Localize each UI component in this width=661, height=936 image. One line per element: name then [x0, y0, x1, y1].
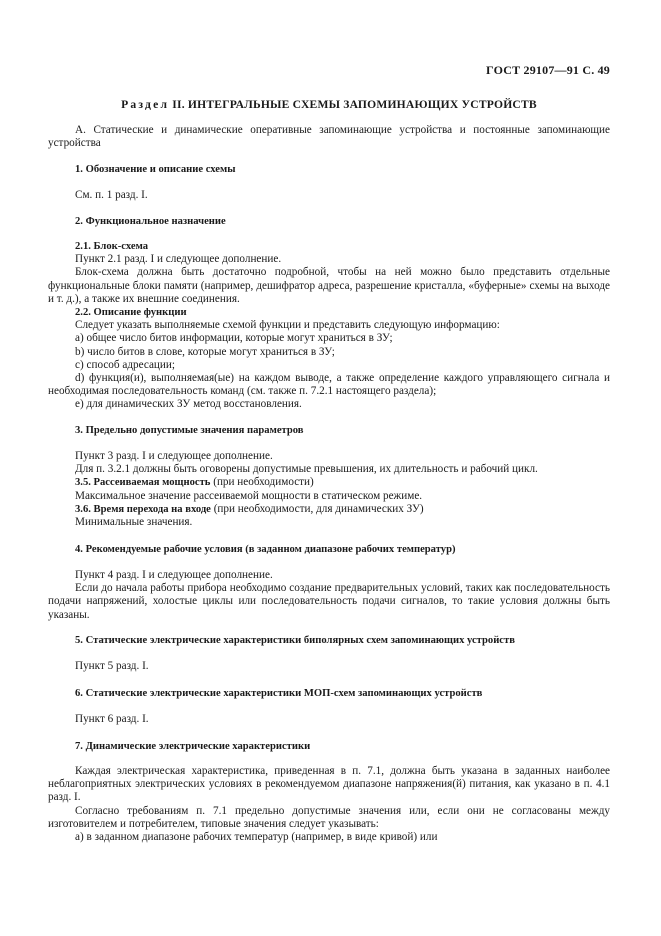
section-prefix: Раздел [121, 98, 170, 111]
list-item: e) для динамических ЗУ метод восстановления. [75, 398, 302, 411]
section-4 [48, 543, 610, 556]
section-3-6 [48, 503, 610, 516]
section-5-heading: 5. Статические электрические характеристики биполярных схем запоминающих устройств [75, 635, 515, 646]
section-title [48, 98, 610, 111]
section-6-body [48, 713, 610, 726]
section-2-1-paragraph-2: Блок-схема должна быть достаточно подробной, чтобы на ней можно было представить отдельные функциональные блоки памяти (например, дешифратор адреса, разрешение кристалла, «буферные» схемы на выходе и т. д.), а также их внешние соединения. [48, 266, 610, 305]
section-3-5-note: (при необходимости) [210, 476, 314, 489]
section-2 [48, 215, 610, 228]
section-6 [48, 687, 610, 700]
section-6-heading: 6. Статические электрические характеристики МОП-схем запоминающих устройств [75, 688, 483, 699]
intro-block [48, 124, 610, 150]
section-2-2-heading: 2.2. Описание функции [75, 307, 187, 319]
section-4-body [48, 569, 610, 622]
running-head: ГОСТ 29107—91 С. 49 [486, 63, 610, 77]
section-3-6-text: Минимальные значения. [75, 516, 193, 529]
section-3-body [48, 450, 610, 529]
section-title-text: II. ИНТЕГРАЛЬНЫЕ СХЕМЫ ЗАПОМИНАЮЩИХ УСТРОЙСТВ [169, 98, 537, 111]
section-1-body [48, 189, 610, 202]
section-6-text: Пункт 6 разд. I. [75, 713, 149, 725]
section-3-5-heading: 3.5. Рассеиваемая мощность [75, 477, 211, 489]
section-3-heading: 3. Предельно допустимые значения параметров [75, 425, 304, 436]
section-7-body [48, 765, 610, 844]
list-item: a) общее число битов информации, которые могут храниться в ЗУ; [75, 332, 393, 345]
section-5 [48, 634, 610, 647]
section-3-6-heading: 3.6. Время перехода на входе [75, 503, 211, 515]
section-3 [48, 424, 610, 437]
section-2-1-paragraph-1: Пункт 2.1 разд. I и следующее дополнение. [75, 253, 282, 266]
section-1 [48, 163, 610, 176]
list-item: d) функция(и), выполняемая(ые) на каждом выводе, а также определение каждого управляющего сигнала и необходимая последовательность команд (см. также п. 7.2.1 настоящего раздела); [48, 372, 610, 398]
section-7-heading: 7. Динамические электрические характеристики [75, 741, 311, 752]
list-item: b) число битов в слове, которые могут храниться в ЗУ; [75, 345, 335, 358]
section-5-body [48, 660, 610, 673]
list-item: a) в заданном диапазоне рабочих температур (например, в виде кривой) или [75, 831, 438, 844]
section-4-paragraph-1: Пункт 4 разд. I и следующее дополнение. [75, 569, 273, 581]
section-7-paragraph-2: Согласно требованиям п. 7.1 предельно допустимые значения или, если они не согласованы между изготовителем и потребителем, типовые значения следует указывать: [48, 804, 610, 830]
section-5-text: Пункт 5 разд. I. [75, 660, 149, 672]
section-1-heading: 1. Обозначение и описание схемы [75, 164, 236, 175]
section-2-body [48, 240, 610, 412]
section-3-6-note: (при необходимости, для динамических ЗУ) [210, 502, 424, 515]
list-item: c) способ адресации; [75, 358, 175, 371]
section-4-paragraph-2: Если до начала работы прибора необходимо создание предварительных условий, таких как последовательность подачи напряжений, холостые циклы или последовательность подачи сигналов, то такие условия должны быть указаны. [48, 582, 610, 621]
section-4-heading: 4. Рекомендуемые рабочие условия (в заданном диапазоне рабочих температур) [75, 544, 456, 555]
section-3-5-text: Максимальное значение рассеиваемой мощности в статическом режиме. [75, 489, 423, 502]
section-3-5 [48, 476, 610, 489]
section-2-heading: 2. Функциональное назначение [75, 216, 226, 227]
section-3-paragraph-1: Пункт 3 разд. I и следующее дополнение. [75, 450, 273, 462]
section-2-1-heading: 2.1. Блок-схема [75, 241, 149, 252]
section-1-text: См. п. 1 разд. I. [75, 189, 148, 201]
section-2-2-paragraph-1: Следует указать выполняемые схемой функции и представить следующую информацию: [75, 319, 500, 332]
section-7 [48, 740, 610, 753]
section-3-paragraph-2: Для п. 3.2.1 должны быть оговорены допустимые превышения, их длительность и рабочий цикл. [75, 463, 538, 476]
intro-paragraph: А. Статические и динамические оперативные запоминающие устройства и постоянные запоминающие устройства [48, 124, 610, 150]
section-7-paragraph-1: Каждая электрическая характеристика, приведенная в п. 7.1, должна быть указана в заданных наиболее неблагоприятных электрических условиях в рекомендуемом диапазоне напряжения(й) питания, как указано в п. 4.1 разд. I. [48, 765, 610, 804]
